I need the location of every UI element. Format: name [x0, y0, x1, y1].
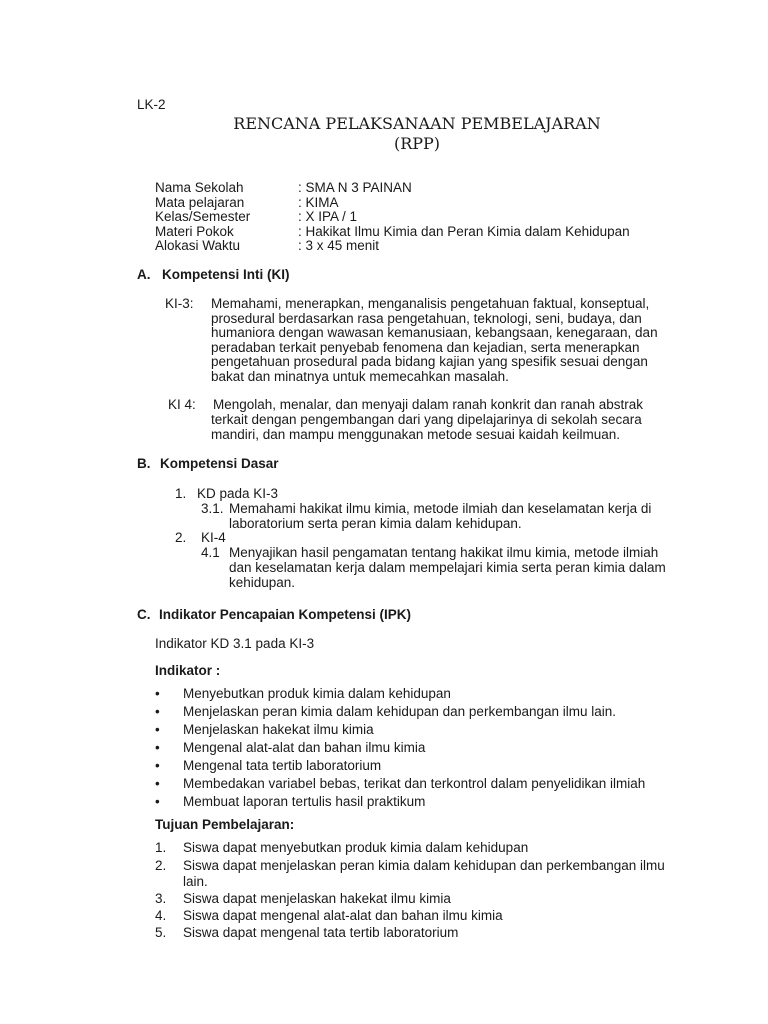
list-item: Menjelaskan hakekat ilmu kimia — [183, 722, 374, 737]
identity-label: Nama Sekolah — [155, 180, 244, 195]
identity-label: Mata pelajaran — [155, 195, 245, 210]
section-b-heading: Kompetensi Dasar — [160, 456, 279, 471]
section-b-letter: B. — [137, 456, 151, 471]
list-item: Menyebutkan produk kimia dalam kehidupan — [183, 686, 451, 701]
kd-text-line: Menyajikan hasil pengamatan tentang hakikat ilmu kimia, metode ilmiah — [229, 545, 659, 560]
kd-text-line: laboratorium serta peran kimia dalam kehidupan. — [229, 516, 522, 531]
identity-label: Materi Pokok — [155, 224, 234, 239]
kd-text-line: kehidupan. — [229, 575, 296, 590]
ki3-line: humaniora dengan wawasan kemanusiaan, kebangsaan, kenegaraan, dan — [211, 325, 658, 340]
identity-value: : Hakikat Ilmu Kimia dan Peran Kimia dalam Kehidupan — [298, 224, 630, 239]
kd-item-number: 1. — [175, 486, 187, 501]
ki3-line: prosedural berdasarkan rasa pengetahuan, teknologi, seni, budaya, dan — [211, 311, 642, 326]
bullet-icon: • — [155, 776, 160, 791]
bullet-icon: • — [155, 758, 160, 773]
bullet-icon: • — [155, 740, 160, 755]
section-c-heading: Indikator Pencapaian Kompetensi (IPK) — [159, 607, 412, 622]
list-item: Membuat laporan tertulis hasil praktikum — [183, 794, 426, 809]
bullet-icon: • — [155, 722, 160, 737]
ki3-line: pengetahuan prosedural pada bidang kajian yang spesifik sesuai dengan — [211, 354, 648, 369]
goal-number: 3. — [155, 891, 167, 906]
ki4-line: mandiri, dan mampu menggunakan metode sesuai kaidah keilmuan. — [211, 427, 620, 442]
identity-value: : 3 x 45 menit — [298, 238, 380, 253]
bullet-icon: • — [155, 686, 160, 701]
indicator-subheading: Indikator KD 3.1 pada KI-3 — [155, 636, 315, 651]
identity-label: Kelas/Semester — [155, 209, 251, 224]
document-title: RENCANA PELAKSANAAN PEMBELAJARAN — [233, 114, 601, 133]
kd-item-label: KI-4 — [201, 530, 226, 545]
identity-value: : KIMA — [298, 195, 339, 210]
ki3-line: Memahami, menerapkan, menganalisis pengetahuan faktual, konseptual, — [211, 296, 650, 311]
bullet-icon: • — [155, 794, 160, 809]
goal-text: Siswa dapat mengenal alat-alat dan bahan ilmu kimia — [183, 908, 503, 923]
kd-text-line: Memahami hakikat ilmu kimia, metode ilmiah dan keselamatan kerja di — [229, 501, 652, 516]
section-a-letter: A. — [137, 267, 151, 282]
ki4-line: terkait dengan pengembangan dari yang dipelajarinya di sekolah secara — [211, 412, 642, 427]
document-subtitle: (RPP) — [393, 134, 441, 153]
list-item: Menjelaskan peran kimia dalam kehidupan dan perkembangan ilmu lain. — [183, 704, 617, 719]
document-code: LK-2 — [137, 97, 166, 112]
goal-text: Siswa dapat menjelaskan peran kimia dalam kehidupan dan perkembangan ilmu — [183, 858, 665, 873]
section-c-letter: C. — [137, 607, 151, 622]
goal-number: 5. — [155, 925, 167, 940]
identity-label: Alokasi Waktu — [155, 238, 241, 253]
tujuan-heading: Tujuan Pembelajaran: — [155, 817, 295, 832]
kd-item-number: 2. — [175, 530, 187, 545]
list-item: Membedakan variabel bebas, terikat dan terkontrol dalam penyelidikan ilmiah — [183, 776, 646, 791]
list-item: Mengenal tata tertib laboratorium — [183, 758, 382, 773]
ki3-line: bakat dan minatnya untuk memecahkan masalah. — [211, 369, 509, 384]
goal-number: 1. — [155, 840, 167, 855]
kd-number: 4.1 — [201, 545, 220, 560]
goal-text: Siswa dapat menyebutkan produk kimia dalam kehidupan — [183, 840, 529, 855]
goal-text: Siswa dapat menjelaskan hakekat ilmu kimia — [183, 891, 451, 906]
kd-number: 3.1. — [201, 501, 224, 516]
list-item: Mengenal alat-alat dan bahan ilmu kimia — [183, 740, 426, 755]
bullet-icon: • — [155, 704, 160, 719]
kd-text-line: dan keselamatan kerja dalam mempelajari kimia serta peran kimia dalam — [229, 560, 666, 575]
identity-value: : X IPA / 1 — [298, 209, 358, 224]
goal-number: 4. — [155, 908, 167, 923]
ki3-line: peradaban terkait penyebab fenomena dan kejadian, serta menerapkan — [211, 340, 640, 355]
kd-item-label: KD pada KI-3 — [197, 486, 279, 501]
ki3-label: KI-3: — [165, 296, 194, 311]
ki4-label: KI 4: — [168, 397, 196, 412]
goal-text: lain. — [183, 874, 208, 889]
ki4-line: Mengolah, menalar, dan menyaji dalam ranah konkrit dan ranah abstrak — [213, 397, 644, 412]
goal-text: Siswa dapat mengenal tata tertib laboratorium — [183, 925, 459, 940]
section-a-heading: Kompetensi Inti (KI) — [162, 267, 290, 282]
goal-number: 2. — [155, 858, 167, 873]
identity-value: : SMA N 3 PAINAN — [298, 180, 412, 195]
indicator-heading: Indikator : — [155, 663, 221, 678]
